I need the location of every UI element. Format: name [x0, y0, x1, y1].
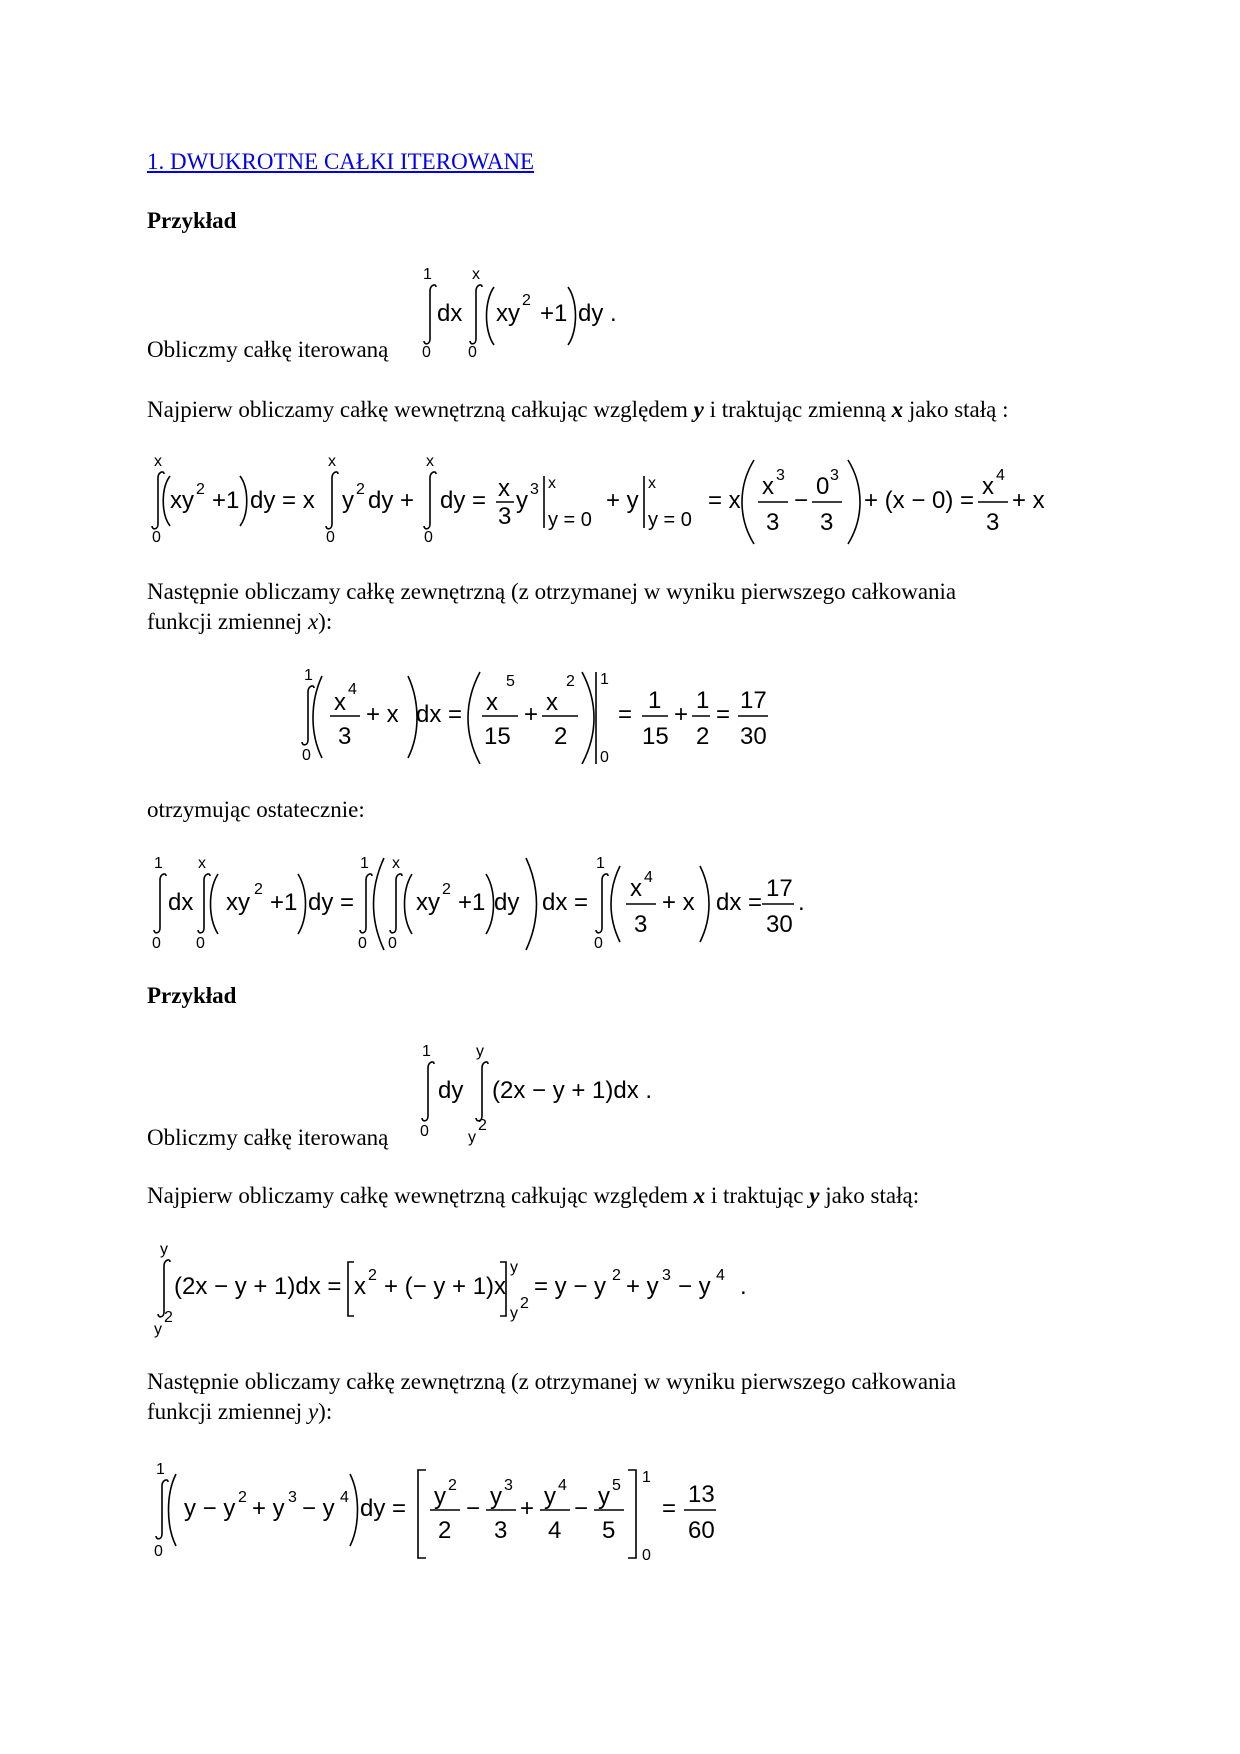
svg-text:x: x: [334, 689, 346, 716]
svg-text:1: 1: [154, 855, 163, 872]
svg-text:y: y: [510, 1305, 518, 1322]
svg-text:0: 0: [594, 935, 603, 952]
svg-text:2: 2: [522, 292, 531, 309]
svg-text:.: .: [798, 889, 805, 916]
svg-text:y: y: [510, 1259, 518, 1276]
svg-text:dy = x: dy = x: [250, 487, 315, 514]
example-2-inner-step: Najpierw obliczamy całkę wewnętrzną całkując względem x i traktując y jako stałą:: [147, 1183, 920, 1208]
svg-text:dx: dx: [168, 889, 194, 916]
svg-text:+ x: + x: [1012, 487, 1045, 514]
svg-text:2: 2: [442, 881, 451, 898]
integral-sign-icon: [424, 285, 436, 344]
integral-sign-icon: [390, 874, 402, 933]
svg-text:x: x: [354, 1273, 366, 1300]
svg-text:xy: xy: [496, 300, 520, 327]
integral-sign-icon: [152, 472, 164, 529]
svg-text:3: 3: [662, 1267, 671, 1284]
svg-text:0: 0: [152, 529, 161, 546]
svg-text:2: 2: [254, 881, 263, 898]
svg-text:x: x: [630, 875, 642, 902]
svg-text:1: 1: [423, 266, 432, 283]
svg-text:+: +: [520, 1495, 535, 1522]
svg-text:2: 2: [566, 673, 575, 690]
svg-text:1: 1: [600, 671, 609, 688]
svg-text:3: 3: [820, 509, 834, 536]
svg-text:x: x: [198, 855, 206, 872]
svg-text:dy =: dy =: [308, 889, 355, 916]
svg-text:0: 0: [326, 529, 335, 546]
svg-text:3: 3: [986, 509, 1000, 536]
svg-text:1: 1: [156, 1461, 165, 1478]
svg-text:− y: − y: [678, 1273, 711, 1300]
svg-text:0: 0: [600, 749, 609, 764]
svg-text:0: 0: [196, 935, 205, 952]
svg-text:dy +: dy +: [368, 487, 415, 514]
svg-text:4: 4: [548, 1517, 562, 1544]
svg-text:4: 4: [340, 1489, 349, 1506]
svg-text:1: 1: [304, 667, 313, 684]
svg-text:+ x: + x: [366, 701, 399, 728]
svg-text:2: 2: [238, 1489, 247, 1506]
svg-text:2: 2: [478, 1117, 487, 1134]
svg-text:+ y: + y: [606, 487, 639, 514]
svg-text:dy: dy: [438, 1077, 464, 1104]
svg-text:y: y: [434, 1483, 446, 1510]
svg-text:y: y: [468, 1129, 476, 1146]
svg-text:dx =: dx =: [542, 889, 589, 916]
svg-text:x: x: [426, 453, 434, 470]
svg-text:y = 0: y = 0: [548, 509, 592, 531]
svg-text:(2x − y + 1)dx .: (2x − y + 1)dx .: [492, 1077, 653, 1104]
svg-text:x: x: [486, 689, 498, 716]
example-2-intro: Obliczmy całkę iterowaną: [147, 1125, 389, 1150]
integral-sign-icon: [596, 874, 608, 933]
svg-text:x: x: [548, 475, 556, 492]
svg-text:.: .: [740, 1273, 747, 1300]
svg-text:2: 2: [612, 1267, 621, 1284]
svg-text:=: =: [618, 701, 633, 728]
svg-text:y: y: [490, 1483, 502, 1510]
svg-text:0: 0: [422, 344, 431, 361]
formula-6-inner-integral: [148, 1238, 788, 1338]
svg-text:−: −: [574, 1495, 589, 1522]
svg-text:0: 0: [420, 1123, 429, 1140]
svg-text:x: x: [392, 855, 400, 872]
svg-text:dy: dy: [494, 889, 520, 916]
svg-text:2: 2: [368, 1267, 377, 1284]
svg-text:4: 4: [558, 1477, 567, 1494]
result-1-numerator: 17: [766, 875, 793, 902]
svg-text:dy .: dy .: [578, 300, 617, 327]
integral-sign-icon: [422, 1062, 434, 1121]
svg-text:2: 2: [356, 481, 365, 498]
example-1-outer-line-1: Następnie obliczamy całkę zewnętrzną (z otrzymanej w wyniku pierwszego całkowania: [147, 579, 957, 604]
formula-7-outer-integral: [148, 1456, 768, 1564]
svg-text:dx =: dx =: [416, 701, 463, 728]
svg-text:y: y: [154, 1321, 162, 1338]
svg-text:0: 0: [816, 473, 830, 500]
svg-text:5: 5: [612, 1477, 621, 1494]
integral-sign-icon: [326, 472, 338, 529]
svg-text:+1: +1: [458, 889, 486, 916]
svg-text:17: 17: [740, 687, 767, 714]
svg-text:4: 4: [644, 869, 653, 886]
svg-text:3: 3: [504, 1477, 513, 1494]
svg-text:xy: xy: [170, 487, 194, 514]
svg-text:0: 0: [468, 344, 477, 361]
svg-text:3: 3: [776, 467, 785, 484]
svg-text:2: 2: [554, 723, 568, 750]
svg-text:xy: xy: [226, 889, 250, 916]
svg-text:0: 0: [424, 529, 433, 546]
svg-text:dy =: dy =: [440, 487, 487, 514]
example-1-inner-step: Najpierw obliczamy całkę wewnętrzną całkując względem y i traktując zmienną x jako stałą :: [147, 397, 1009, 422]
integral-sign-icon: [476, 1062, 488, 1121]
integral-sign-icon: [154, 874, 166, 933]
svg-text:0: 0: [302, 747, 311, 764]
svg-text:+: +: [674, 701, 689, 728]
svg-text:y = 0: y = 0: [648, 509, 692, 531]
section-heading-link[interactable]: 1. DWUKROTNE CAŁKI ITEROWANE: [147, 149, 535, 174]
svg-text:x: x: [328, 453, 336, 470]
svg-text:+ y: + y: [252, 1495, 285, 1522]
result-2-numerator: 13: [688, 1481, 715, 1508]
svg-text:x: x: [472, 266, 480, 283]
svg-text:5: 5: [506, 673, 515, 690]
svg-text:dx: dx: [437, 300, 463, 327]
svg-text:+ y: + y: [626, 1273, 659, 1300]
svg-text:xy: xy: [416, 889, 440, 916]
result-2-denominator: 60: [688, 1517, 715, 1544]
svg-text:1: 1: [360, 855, 369, 872]
svg-text:y: y: [342, 487, 354, 514]
example-1-final-text: otrzymując ostatecznie:: [147, 797, 365, 822]
integral-sign-icon: [156, 1480, 168, 1539]
svg-text:3: 3: [830, 467, 839, 484]
example-1-label: Przykład: [147, 208, 237, 233]
formula-1-iterated-integral: [410, 265, 630, 361]
svg-text:y − y: y − y: [184, 1495, 236, 1522]
svg-text:+: +: [524, 701, 539, 728]
svg-text:= y − y: = y − y: [534, 1273, 607, 1300]
svg-text:3: 3: [766, 509, 780, 536]
svg-text:2: 2: [696, 723, 710, 750]
svg-text:3: 3: [338, 723, 352, 750]
svg-text:y: y: [544, 1483, 556, 1510]
svg-text:+ x: + x: [662, 889, 695, 916]
svg-text:1: 1: [648, 687, 662, 714]
svg-text:3: 3: [634, 911, 648, 938]
svg-text:15: 15: [484, 723, 511, 750]
svg-text:1: 1: [642, 1469, 651, 1486]
integral-sign-icon: [424, 472, 436, 529]
svg-text:x: x: [648, 475, 656, 492]
formula-4-final-result: [148, 852, 828, 952]
svg-text:4: 4: [996, 467, 1005, 484]
svg-text:x: x: [546, 689, 558, 716]
svg-text:2: 2: [164, 1309, 173, 1326]
example-2-outer-line-1: Następnie obliczamy całkę zewnętrzną (z otrzymanej w wyniku pierwszego całkowania: [147, 1369, 957, 1394]
svg-text:4: 4: [348, 681, 357, 698]
svg-text:=: =: [662, 1495, 677, 1522]
svg-text:=: =: [716, 701, 731, 728]
svg-text:2: 2: [520, 1295, 529, 1312]
integral-sign-icon: [360, 874, 372, 933]
svg-text:0: 0: [358, 935, 367, 952]
svg-text:30: 30: [740, 723, 767, 750]
formula-2-inner-integral: [148, 452, 1068, 548]
svg-text:4: 4: [716, 1267, 725, 1284]
svg-text:x: x: [154, 453, 162, 470]
svg-text:(2x − y + 1)dx =: (2x − y + 1)dx =: [174, 1273, 342, 1300]
svg-text:+1: +1: [270, 889, 298, 916]
svg-text:+1: +1: [212, 487, 240, 514]
svg-text:0: 0: [154, 1543, 163, 1560]
example-1-intro: Obliczmy całkę iterowaną: [147, 337, 389, 362]
svg-text:5: 5: [602, 1517, 616, 1544]
svg-text:y: y: [516, 487, 528, 514]
svg-text:= x: = x: [708, 487, 741, 514]
svg-text:y: y: [476, 1043, 484, 1060]
svg-text:+ (x − 0) =: + (x − 0) =: [864, 487, 975, 514]
svg-text:3: 3: [494, 1517, 508, 1544]
integral-sign-icon: [198, 874, 210, 933]
svg-text:1: 1: [422, 1043, 431, 1060]
svg-text:−: −: [466, 1495, 481, 1522]
svg-text:0: 0: [152, 935, 161, 952]
svg-text:− y: − y: [302, 1495, 335, 1522]
svg-text:x: x: [498, 475, 510, 502]
integral-sign-icon: [470, 285, 482, 344]
formula-3-outer-integral: [298, 664, 778, 764]
formula-5-iterated-integral: [410, 1042, 660, 1148]
svg-text:0: 0: [388, 935, 397, 952]
svg-text:3: 3: [498, 503, 512, 530]
svg-text:0: 0: [642, 1547, 651, 1564]
svg-text:y: y: [160, 1241, 168, 1258]
svg-text:1: 1: [696, 687, 710, 714]
svg-text:x: x: [762, 473, 774, 500]
result-1-denominator: 30: [766, 911, 793, 938]
svg-text:dx =: dx =: [716, 889, 763, 916]
svg-text:3: 3: [288, 1489, 297, 1506]
svg-text:1: 1: [596, 855, 605, 872]
svg-text:2: 2: [438, 1517, 452, 1544]
example-2-label: Przykład: [147, 983, 237, 1008]
svg-text:15: 15: [642, 723, 669, 750]
svg-text:3: 3: [530, 481, 539, 498]
svg-text:y: y: [598, 1483, 610, 1510]
svg-text:x: x: [982, 473, 994, 500]
svg-text:+1: +1: [540, 300, 568, 327]
svg-text:−: −: [794, 487, 809, 514]
svg-text:dy =: dy =: [360, 1495, 407, 1522]
example-1-outer-line-2: funkcji zmiennej x):: [147, 609, 333, 634]
integral-sign-icon: [302, 686, 314, 745]
svg-text:2: 2: [448, 1477, 457, 1494]
svg-text:2: 2: [196, 481, 205, 498]
svg-text:+ (− y + 1)x: + (− y + 1)x: [384, 1273, 507, 1300]
example-2-outer-line-2: funkcji zmiennej y):: [147, 1399, 333, 1424]
